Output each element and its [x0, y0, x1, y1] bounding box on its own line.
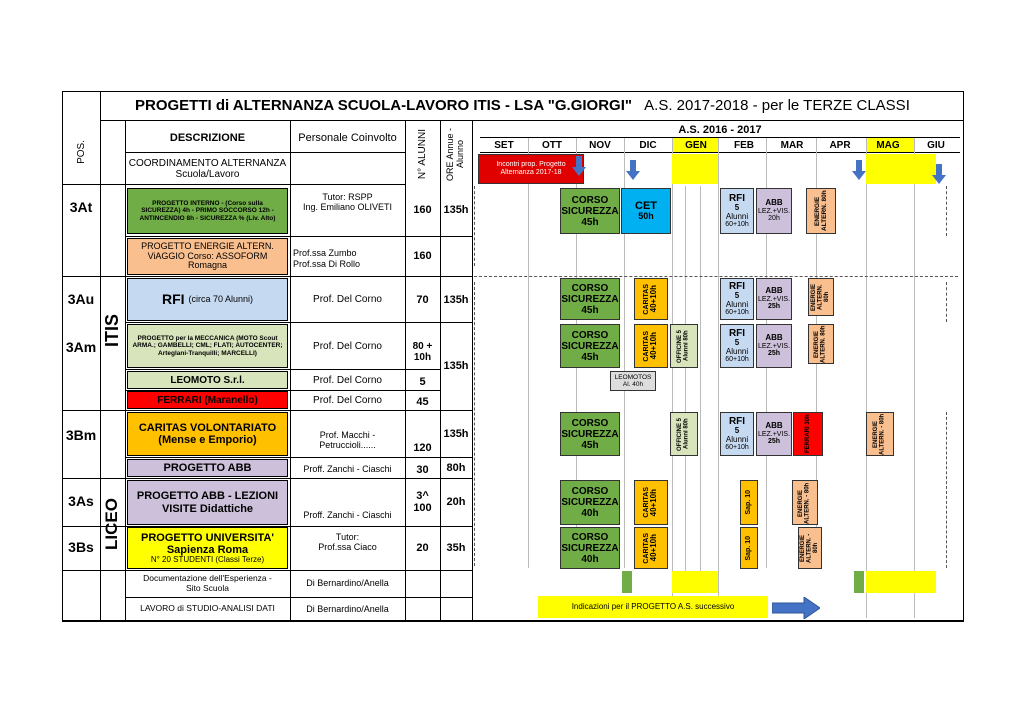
- pers-lavoro: Di Bernardino/Anella: [306, 604, 389, 615]
- n-3bm: 120: [413, 441, 432, 454]
- abb-box-label: ABB: [765, 197, 783, 207]
- corso-label: CORSO SICUREZZA: [561, 417, 619, 440]
- pers-doc: Di Bernardino/Anella: [306, 578, 389, 589]
- rfi-box-hours: 60+10h: [725, 356, 749, 364]
- corso-label: CORSO SICUREZZA: [561, 531, 619, 554]
- coord-desc: COORDINAMENTO ALTERNANZA Scuola/Lavoro: [128, 158, 287, 180]
- n-energie: 160: [413, 249, 432, 262]
- leomoto-note-2: Al. 40h: [622, 381, 644, 388]
- abb-box-lez: LEZ.+VIS.: [757, 430, 791, 438]
- gantt-abb-3bm: [756, 412, 792, 456]
- gantt-caritas-3as: [634, 480, 668, 525]
- corso-label: CORSO SICUREZZA: [561, 329, 619, 352]
- abb-box-hours: 20h: [768, 215, 780, 223]
- pers-3at-tutor: Tutor: RSPP: [322, 192, 373, 203]
- pers-3bs-2: Prof.ssa Ciaco: [318, 542, 377, 552]
- ore-3as: 20h: [446, 495, 466, 508]
- energie-label: ENERGIE ALTERN. 80h: [814, 325, 827, 363]
- caritas-label: CARITAS: [642, 487, 650, 518]
- abb-box-lez: LEZ.+VIS.: [757, 295, 791, 303]
- pers-3at-name: Ing. Emiliano OLIVETI: [302, 202, 393, 212]
- corso-hours: 45h: [581, 351, 599, 363]
- gantt-rfi-3au: [720, 278, 754, 320]
- desc-energie: PROGETTO ENERGIE ALTERN. ViAGGIO Corso: ASSOFORM Romagna: [127, 238, 288, 275]
- gantt-energie-3bm: [866, 412, 894, 456]
- alunni-label: N° ALUNNI: [417, 128, 428, 180]
- right-arrow-icon: [772, 597, 820, 619]
- rfi-box-label: RFI: [728, 327, 746, 339]
- ore-abb: 80h: [446, 461, 466, 474]
- desc-3at: PROGETTO INTERNO - (Corso sulla SICUREZZA) 4h - PRIMO SOCCORSO 12h - ANTINCENDIO 8h - SICUREZZA % (Liv. Alto): [127, 188, 288, 234]
- gantt-energie-3bs: [798, 527, 822, 569]
- pers-energie-1: Prof.ssa Zumbo: [293, 248, 357, 258]
- rfi-box-label: RFI: [728, 280, 746, 292]
- rfi-box-n: 5: [734, 290, 740, 300]
- desc-lavoro: LAVORO di STUDIO-ANALISI DATI: [140, 603, 275, 614]
- month-gen: GEN: [685, 139, 707, 151]
- gantt-officine-3am: [670, 324, 698, 368]
- pos-3bs: 3Bs: [68, 539, 94, 556]
- title-suffix: A.S. 2017-2018 - per le TERZE CLASSI: [644, 97, 910, 114]
- n-3as: [405, 482, 440, 522]
- personale-header: Personale Coinvolto: [298, 131, 397, 144]
- universita-sub: Sapienza Roma: [166, 543, 249, 556]
- n-ferrari: 45: [416, 395, 429, 408]
- gantt-abb-3au: [756, 278, 792, 320]
- title-main: PROGETTI di ALTERNANZA SCUOLA-LAVORO ITIS - LSA "G.GIORGI": [135, 97, 632, 114]
- page-title: [135, 97, 960, 117]
- n-3as-2: 100: [413, 502, 432, 514]
- corso-hours: 45h: [581, 304, 599, 316]
- universita-note: N° 20 STUDENTI (Classi Terze): [150, 554, 265, 564]
- pers-3bs: [292, 528, 403, 558]
- rfi-box-n: 5: [734, 425, 740, 435]
- month-ott: OTT: [542, 139, 562, 151]
- ore-label: ORE Annue - Alunno: [445, 127, 465, 181]
- pers-3bs-1: Tutor:: [335, 532, 360, 543]
- energie-label: ENERGIE ALTERN. 80h: [811, 283, 831, 311]
- rfi-box-label: RFI: [728, 415, 746, 427]
- caritas-title: CARITAS VOLONTARIATO: [138, 421, 277, 434]
- gantt-corso-3au: [560, 278, 620, 320]
- rfi-box-hours: 60+10h: [725, 309, 749, 317]
- gantt-corso-3bs: [560, 527, 620, 569]
- cet-label: CET: [635, 200, 657, 212]
- sap-label: Sap. 10: [745, 490, 753, 515]
- ferrari-label: FERRARI 30h: [804, 414, 811, 454]
- abb-box-label: ABB: [765, 332, 783, 342]
- gantt-corso-3at: [560, 188, 620, 234]
- rfi-box-hours: 60+10h: [725, 444, 749, 452]
- down-arrow-icon: [932, 164, 946, 184]
- abb-box-hours: 25h: [767, 438, 781, 446]
- corso-hours: 40h: [581, 508, 599, 519]
- n-3as-1: 3^: [416, 489, 429, 502]
- ore-3at: 135h: [443, 203, 469, 216]
- rfi-box-alunni: Alunni: [725, 434, 749, 444]
- liceo-label: LICEO: [102, 498, 122, 550]
- gantt-energie-3as: [792, 480, 818, 525]
- pos-3au: 3Au: [67, 291, 95, 308]
- desc-doc: Documentazione dell'Esperienza - Sito Scuola: [143, 573, 272, 593]
- pers-3am: Prof. Del Corno: [313, 340, 382, 352]
- desc-ferrari: FERRARI (Maranello): [127, 391, 288, 409]
- desc-3au: [127, 278, 288, 321]
- ore-header: [440, 124, 472, 184]
- desc-3am: PROGETTO per la MECCANICA (MOTO Scout ARMA.; GAMBELLI; CML; FLATI; AUTOCENTER; Arteglani-Tranquilli; MARCELLI): [127, 324, 288, 368]
- gantt-energie-3at: [806, 188, 836, 234]
- pers-energie: [293, 248, 404, 274]
- gantt-leomoto-note: [610, 371, 656, 391]
- desc-abb: PROGETTO ABB: [127, 459, 288, 477]
- month-nov: NOV: [589, 139, 611, 151]
- rfi-box-alunni: Alunni: [725, 346, 749, 356]
- gantt-abb-3am: [756, 324, 792, 368]
- gantt-abb-3at: [756, 188, 792, 234]
- ore-3am: 135h: [443, 359, 469, 372]
- n-3bs: 20: [416, 541, 429, 554]
- energie-label: ENERGIE ALTERN. - 80h: [798, 481, 811, 524]
- ore-3bs: 35h: [446, 541, 466, 554]
- rfi-sub: (circa 70 Alunni): [188, 293, 254, 304]
- rfi-box-hours: 60+10h: [725, 221, 749, 229]
- gantt-rfi-3at: [720, 188, 754, 234]
- coord-note: Incontri prop. Progetto Alternanza 2017-18: [478, 154, 584, 184]
- month-dic: DIC: [639, 139, 657, 151]
- desc-3bs: [127, 527, 288, 569]
- ore-3au: 135h: [443, 293, 469, 306]
- gantt-caritas-3au: [634, 278, 668, 320]
- gantt-corso-3as: [560, 480, 620, 525]
- caritas-hours: 40+10h: [649, 332, 659, 360]
- caritas-hours: 40+10h: [649, 285, 659, 313]
- pers-ferrari: Prof. Del Corno: [313, 394, 382, 406]
- gantt-corso-3bm: [560, 412, 620, 456]
- energie-label: ENERGIE ALTERN. - 80h: [800, 533, 820, 563]
- as-label: A.S. 2016 - 2017: [678, 124, 762, 136]
- rfi-label: RFI: [161, 290, 185, 307]
- pers-abb: Proff. Zanchi - Ciaschi: [303, 464, 392, 475]
- universita-title: PROGETTO UNIVERSITA': [141, 531, 274, 544]
- itis-label: ITIS: [101, 314, 122, 348]
- indicazioni-bar: Indicazioni per il PROGETTO A.S. successivo: [538, 596, 768, 618]
- gantt-rfi-3am: [720, 324, 754, 368]
- pos-3as: 3As: [68, 493, 94, 510]
- gantt-caritas-3bs: [634, 527, 668, 569]
- corso-hours: 45h: [581, 216, 599, 228]
- officine-label: OFFICINE 5 Alunni 80h: [677, 417, 690, 451]
- n-3am: [405, 336, 440, 368]
- abb-box-hours: 25h: [767, 350, 781, 358]
- n-3am-2: 10h: [413, 352, 432, 363]
- pers-3bm-1: Prof. Macchi -: [319, 430, 376, 441]
- corso-hours: 45h: [581, 439, 599, 451]
- pos-3at: 3At: [69, 199, 93, 216]
- pos-3bm: 3Bm: [65, 427, 97, 444]
- month-mar: MAR: [780, 139, 804, 151]
- n-leomoto: 5: [419, 375, 426, 388]
- corso-label: CORSO SICUREZZA: [561, 486, 619, 508]
- officine-label: OFFICINE 5 Alunni 80h: [677, 329, 690, 363]
- pos-label: POS.: [75, 140, 87, 164]
- abb-box-lez: LEZ.+VIS.: [757, 342, 791, 350]
- pers-3bm-2: Petruccioli......: [319, 440, 376, 450]
- rfi-box-label: RFI: [728, 192, 746, 204]
- corso-hours: 40h: [581, 553, 599, 565]
- corso-label: CORSO SICUREZZA: [561, 194, 619, 217]
- abb-box-hours: 25h: [767, 303, 781, 311]
- gantt-cet: [621, 188, 671, 234]
- pers-energie-2: Prof.ssa Di Rollo: [293, 258, 361, 269]
- month-apr: APR: [829, 139, 851, 151]
- energie-label: ENERGIE ALTERN. 80h: [813, 190, 828, 232]
- pers-3at: [292, 188, 403, 218]
- gantt-caritas-3am: [634, 324, 668, 368]
- n-3at: 160: [413, 203, 432, 216]
- sap-label: Sap. 10: [745, 535, 753, 561]
- abb-box-lez: LEZ.+VIS.: [757, 207, 791, 215]
- month-mag: MAG: [876, 139, 900, 151]
- abb-lezioni-title: PROGETTO ABB - LEZIONI: [136, 490, 279, 503]
- down-arrow-icon: [572, 156, 586, 176]
- month-giu: GIU: [927, 139, 945, 151]
- down-arrow-icon: [852, 160, 866, 180]
- pers-3as: Proff. Zanchi - Ciaschi: [303, 510, 392, 521]
- abb-lezioni-sub: VISITE Didattiche: [161, 502, 254, 515]
- caritas-sub: (Mense e Emporio): [158, 434, 257, 446]
- gantt-energie-3au: [808, 278, 834, 316]
- month-feb: FEB: [734, 139, 754, 151]
- section-liceo: [100, 478, 125, 570]
- ore-3bm: 135h: [443, 427, 469, 440]
- pers-3au: Prof. Del Corno: [313, 294, 382, 305]
- n-3am-1: 80 +: [412, 341, 433, 352]
- leomoto-note-1: LEOMOTOS: [614, 373, 652, 381]
- cet-hours: 50h: [638, 211, 654, 222]
- rfi-box-alunni: Alunni: [725, 211, 749, 221]
- desc-3as: [127, 480, 288, 525]
- pers-3bm: [292, 426, 403, 456]
- down-arrow-icon: [626, 160, 640, 180]
- rfi-box-n: 5: [734, 202, 740, 212]
- rfi-box-n: 5: [734, 337, 740, 347]
- gantt-corso-3am: [560, 324, 620, 368]
- n-abb: 30: [416, 463, 429, 476]
- pos-header: [62, 120, 100, 184]
- rfi-box-alunni: Alunni: [725, 299, 749, 309]
- month-header-row: [480, 138, 960, 152]
- energie-label: ENERGIE ALTERN. - 80h: [873, 413, 886, 455]
- desc-3bm: [127, 412, 288, 456]
- gantt-ferrari-3bm: [793, 412, 823, 456]
- abb-box-label: ABB: [765, 420, 783, 430]
- caritas-hours: 40+10h: [649, 534, 659, 562]
- corso-label: CORSO SICUREZZA: [561, 282, 619, 305]
- caritas-label: CARITAS: [642, 283, 650, 315]
- gantt-sap-3bs: [740, 527, 758, 569]
- gantt-officine-3bm: [670, 412, 698, 456]
- month-set: SET: [494, 139, 514, 151]
- desc-leomoto: LEOMOTO S.r.l.: [127, 371, 288, 389]
- pers-leomoto: Prof. Del Corno: [313, 374, 382, 386]
- gantt-sap-3as: [740, 480, 758, 525]
- gantt-rfi-3bm: [720, 412, 754, 456]
- n-3au: 70: [416, 293, 429, 306]
- caritas-label: CARITAS: [642, 532, 650, 564]
- section-itis: [100, 184, 125, 478]
- caritas-hours: 40+10h: [649, 488, 659, 517]
- abb-box-label: ABB: [765, 285, 783, 295]
- alunni-header: [405, 124, 440, 184]
- gantt-energie-3am: [808, 324, 834, 364]
- descrizione-header: DESCRIZIONE: [169, 131, 246, 144]
- caritas-label: CARITAS: [642, 330, 650, 362]
- pos-3am: 3Am: [65, 339, 97, 356]
